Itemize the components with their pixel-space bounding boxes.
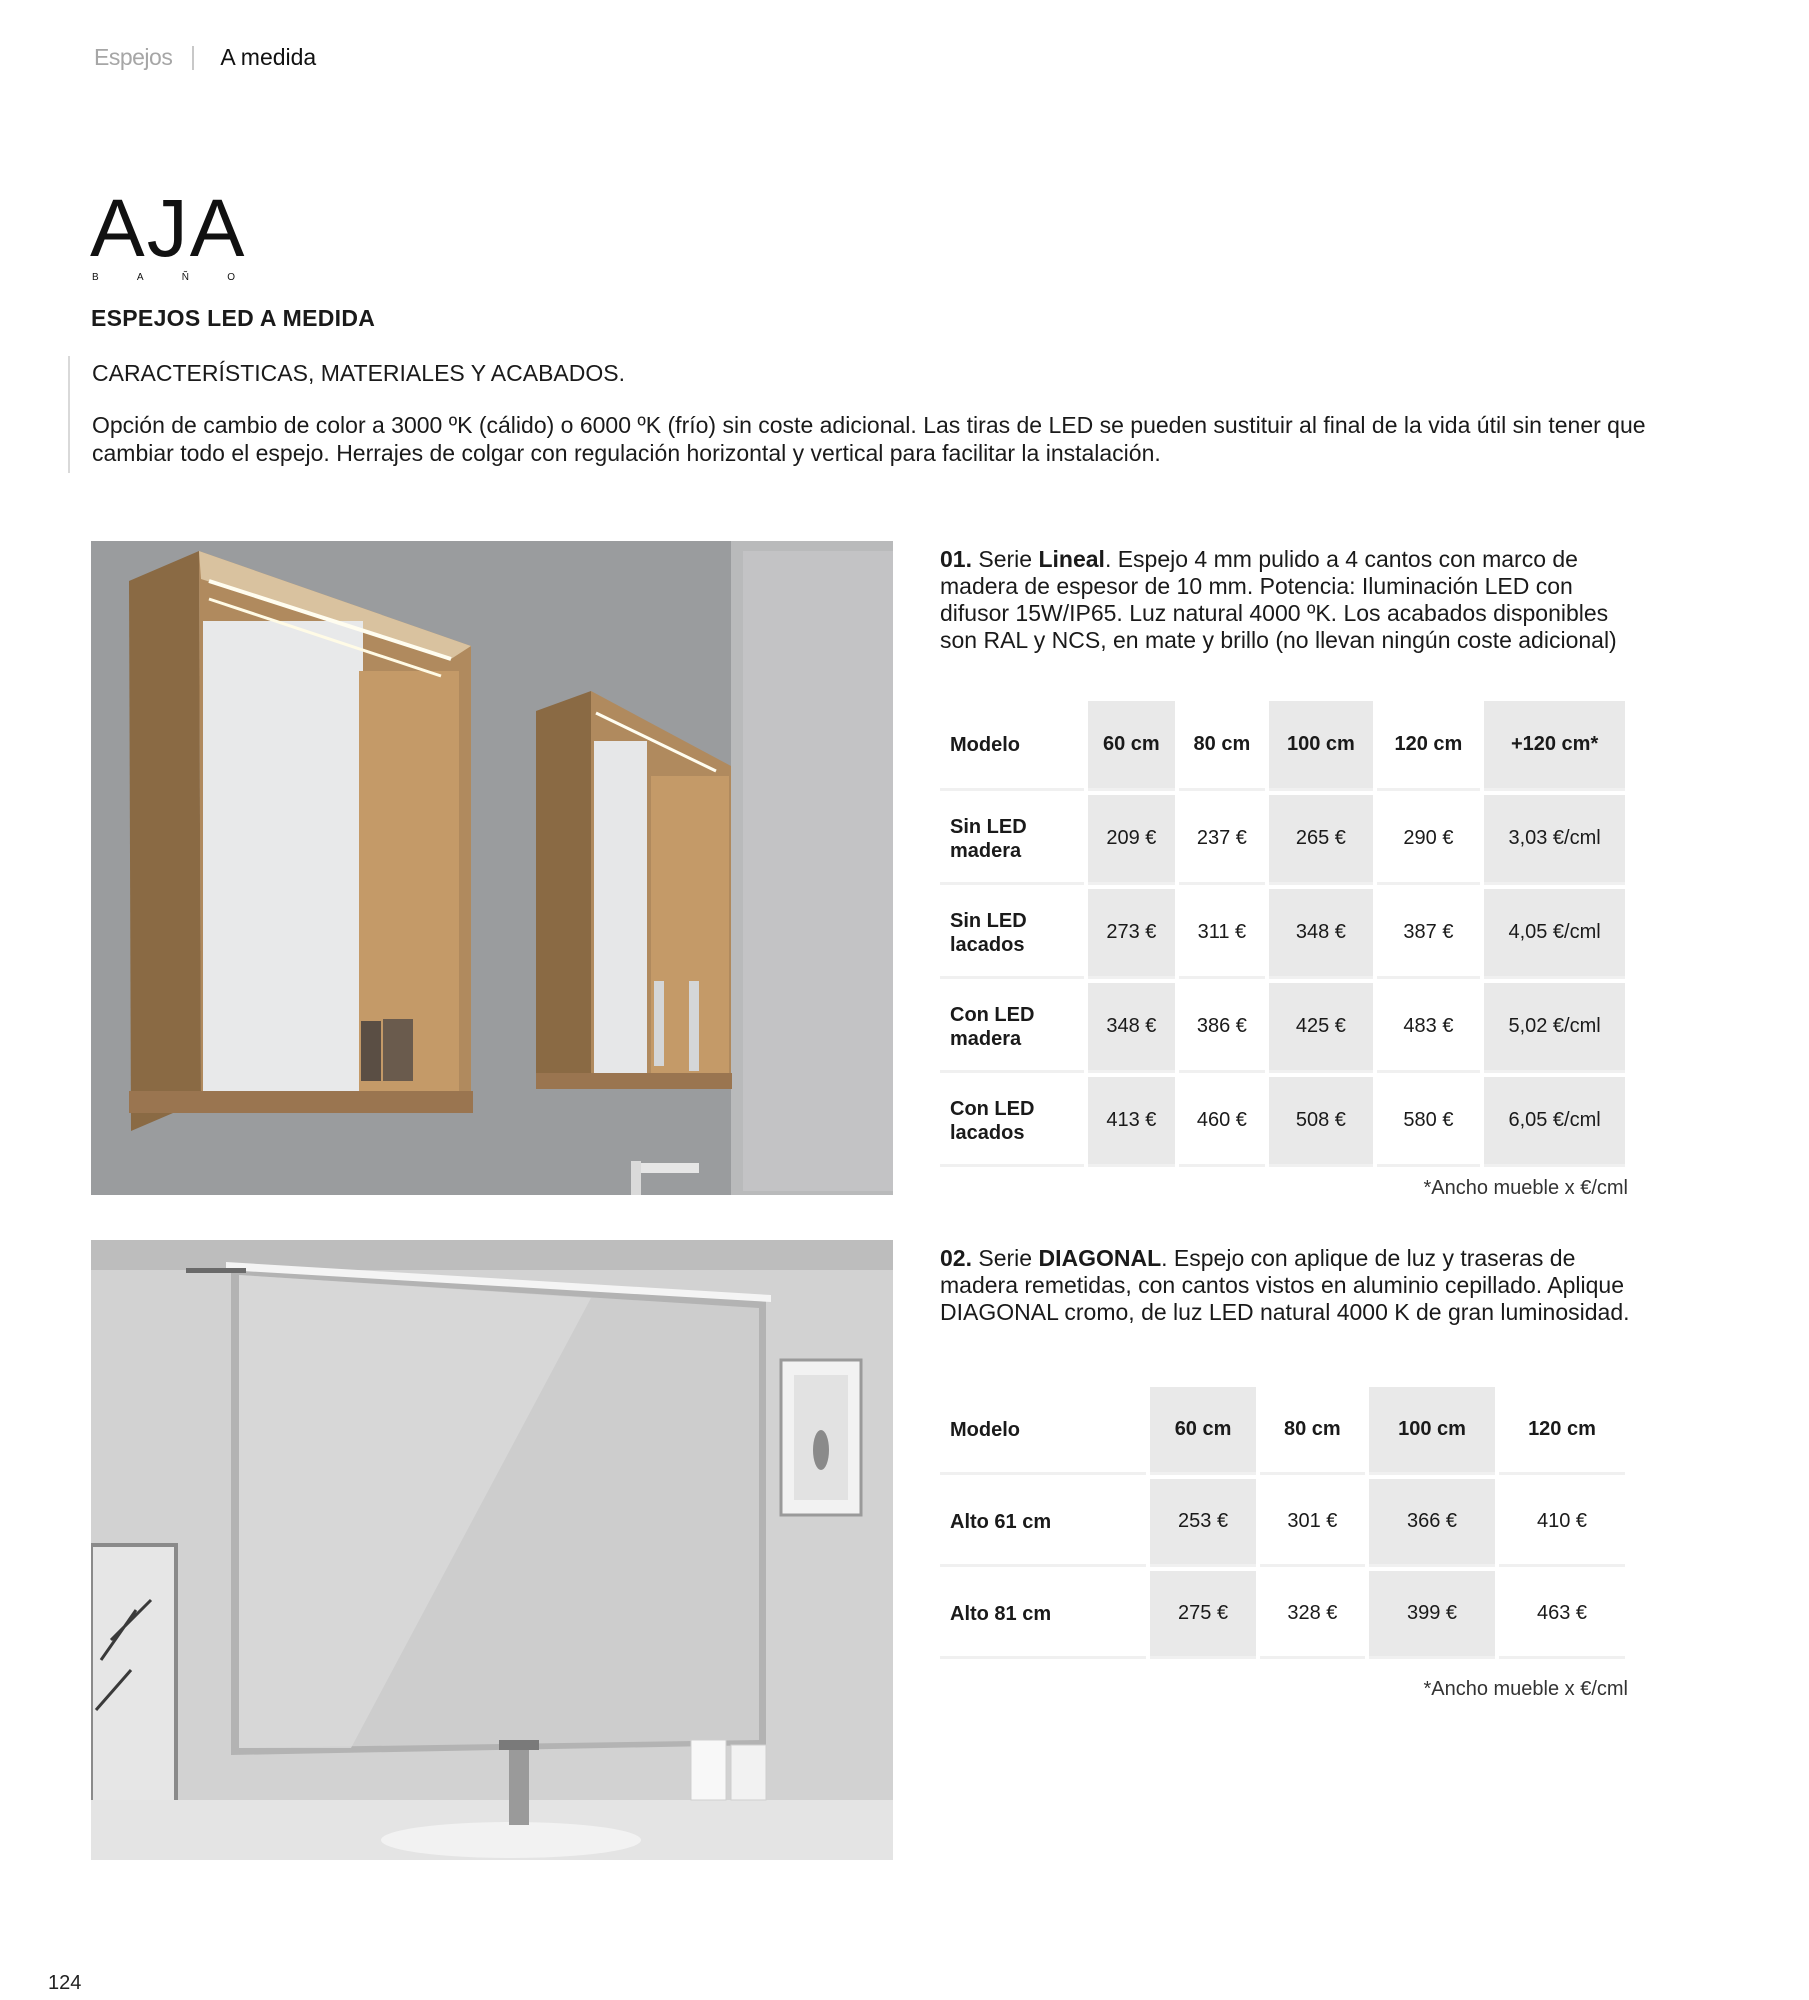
table-header: +120 cm* — [1484, 701, 1625, 791]
price-cell: 5,02 €/cml — [1484, 983, 1625, 1073]
price-cell: 580 € — [1377, 1077, 1481, 1167]
series-number: 01. — [940, 546, 972, 572]
brand-subtitle-letter: A — [136, 272, 144, 283]
brand-subtitle-letter: O — [227, 272, 235, 283]
price-cell: 348 € — [1088, 983, 1175, 1073]
lineal-mirror-illustration — [91, 541, 893, 1195]
table-row — [940, 889, 1625, 979]
page-number: 124 — [48, 1972, 82, 1994]
table-header: 80 cm — [1260, 1387, 1365, 1475]
table-header: Modelo — [940, 701, 1084, 791]
row-label: Alto 81 cm — [940, 1571, 1146, 1659]
lineal-price-table — [936, 697, 1629, 1171]
row-label-line: Sin LED — [950, 815, 1027, 838]
table-header: 80 cm — [1179, 701, 1266, 791]
table-row — [940, 1077, 1625, 1167]
series-label: Serie — [978, 546, 1033, 572]
price-cell: 366 € — [1369, 1479, 1495, 1567]
price-cell: 275 € — [1150, 1571, 1255, 1659]
price-cell: 273 € — [1088, 889, 1175, 979]
row-label — [940, 889, 1084, 979]
row-label: Alto 61 cm — [940, 1479, 1146, 1567]
price-cell: 328 € — [1260, 1571, 1365, 1659]
row-label — [940, 795, 1084, 885]
price-cell: 6,05 €/cml — [1484, 1077, 1625, 1167]
intro-text: Opción de cambio de color a 3000 ºK (cálido) o 6000 ºK (frío) sin coste adicional. Las tiras de LED se pueden sustituir al final de la vida útil sin tener que cambiar todo el espejo. Herrajes de colgar con regulación horizontal y vertical para facilitar la instalación. — [92, 412, 1646, 466]
diagonal-price-table — [936, 1383, 1629, 1663]
series-description-text: . Espejo con aplique de luz y traseras de madera remetidas, con cantos vistos en aluminio cepillado. Aplique DIAGONAL cromo, de luz LED natural 4000 K de gran luminosidad. — [940, 1245, 1630, 1325]
table-header-row — [940, 701, 1625, 791]
table-row — [940, 983, 1625, 1073]
breadcrumb-section: Espejos — [94, 44, 173, 70]
diagonal-mirror-photo — [91, 1240, 893, 1860]
brand-subtitle-letter: B — [92, 272, 99, 283]
row-label-line: madera — [950, 839, 1022, 862]
price-cell: 386 € — [1179, 983, 1266, 1073]
price-cell: 483 € — [1377, 983, 1481, 1073]
price-cell: 508 € — [1269, 1077, 1373, 1167]
price-cell: 425 € — [1269, 983, 1373, 1073]
price-cell: 387 € — [1377, 889, 1481, 979]
row-label-line: Con LED — [950, 1003, 1035, 1026]
intro-block — [68, 356, 1668, 473]
row-label-line: lacados — [950, 1121, 1025, 1144]
series-description-text: . Espejo 4 mm pulido a 4 cantos con marco de madera de espesor de 10 mm. Potencia: Iluminación LED con difusor 15W/IP65. Luz natural 4000 ºK. Los acabados disponibles son RAL y NCS, en mate y brillo (no llevan ningún coste adicional) — [940, 546, 1617, 653]
row-label-line: madera — [950, 1027, 1022, 1050]
table-header: 120 cm — [1499, 1387, 1625, 1475]
price-cell: 237 € — [1179, 795, 1266, 885]
row-label-line: lacados — [950, 933, 1025, 956]
table-header-row — [940, 1387, 1625, 1475]
breadcrumb-current: A medida — [220, 44, 317, 70]
price-cell: 410 € — [1499, 1479, 1625, 1567]
table-header: 120 cm — [1377, 701, 1481, 791]
breadcrumb — [94, 44, 316, 71]
table-row — [940, 795, 1625, 885]
series-diagonal-description — [940, 1245, 1640, 1326]
table-header: 100 cm — [1369, 1387, 1495, 1475]
lineal-footnote: *Ancho mueble x €/cml — [1423, 1177, 1628, 1199]
price-cell: 463 € — [1499, 1571, 1625, 1659]
intro-title: CARACTERÍSTICAS, MATERIALES Y ACABADOS. — [92, 360, 625, 386]
row-label-line: Con LED — [950, 1097, 1035, 1120]
price-cell: 4,05 €/cml — [1484, 889, 1625, 979]
row-label — [940, 1077, 1084, 1167]
table-header: 60 cm — [1088, 701, 1175, 791]
brand-subtitle-letter: Ñ — [181, 272, 189, 283]
price-cell: 301 € — [1260, 1479, 1365, 1567]
table-header: Modelo — [940, 1387, 1146, 1475]
diagonal-footnote: *Ancho mueble x €/cml — [1423, 1678, 1628, 1700]
row-label-line: Sin LED — [950, 909, 1027, 932]
series-label: Serie — [978, 1245, 1033, 1271]
price-cell: 3,03 €/cml — [1484, 795, 1625, 885]
series-name: DIAGONAL — [1038, 1245, 1162, 1271]
diagonal-mirror-illustration — [91, 1240, 893, 1860]
price-cell: 311 € — [1179, 889, 1266, 979]
price-cell: 399 € — [1369, 1571, 1495, 1659]
page-title: ESPEJOS LED A MEDIDA — [91, 305, 376, 331]
series-lineal-description — [940, 546, 1640, 654]
series-number: 02. — [940, 1245, 972, 1271]
price-cell: 290 € — [1377, 795, 1481, 885]
table-row — [940, 1479, 1625, 1567]
price-cell: 348 € — [1269, 889, 1373, 979]
price-cell: 253 € — [1150, 1479, 1255, 1567]
series-name: Lineal — [1038, 546, 1105, 572]
row-label — [940, 983, 1084, 1073]
price-cell: 265 € — [1269, 795, 1373, 885]
brand-logo — [90, 183, 250, 283]
table-header: 60 cm — [1150, 1387, 1255, 1475]
breadcrumb-divider — [192, 46, 194, 70]
brand-name: AJA — [90, 183, 247, 274]
price-cell: 209 € — [1088, 795, 1175, 885]
price-cell: 413 € — [1088, 1077, 1175, 1167]
table-header: 100 cm — [1269, 701, 1373, 791]
price-cell: 460 € — [1179, 1077, 1266, 1167]
lineal-mirror-photo — [91, 541, 893, 1195]
table-row — [940, 1571, 1625, 1659]
